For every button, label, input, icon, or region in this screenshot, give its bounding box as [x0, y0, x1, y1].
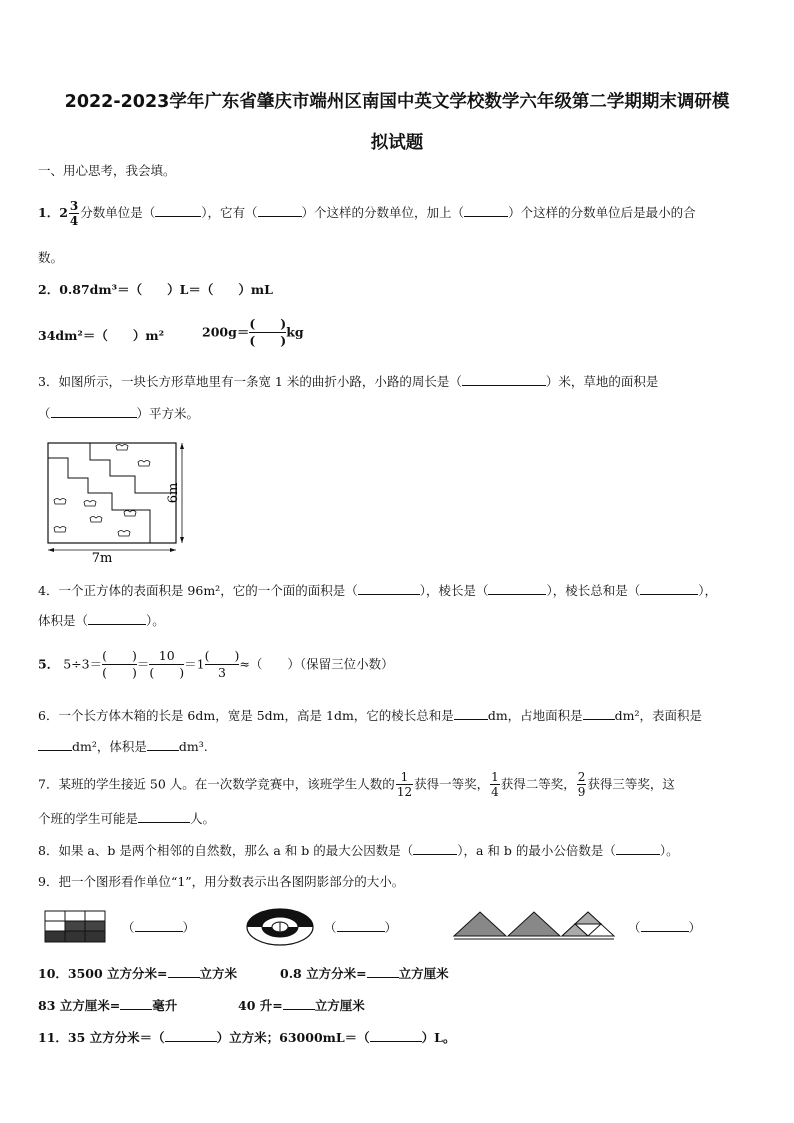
- q7-f1-num: 1: [400, 770, 409, 784]
- q5-frac2-bottom[interactable]: ( ): [149, 665, 185, 680]
- question-11: [38, 1029, 455, 1047]
- q6-blank-2[interactable]: [583, 707, 615, 720]
- q1-text-c: ）个这样的分数单位，加上（: [301, 205, 465, 220]
- q1-text-d: ）个这样的分数单位后是最小的合: [508, 205, 696, 220]
- question-10-line2b: [238, 997, 365, 1015]
- q2-frac-top[interactable]: ( ): [249, 316, 287, 331]
- q10-text-d: 立方厘米: [398, 966, 449, 981]
- q7-f2-den: 4: [491, 785, 499, 799]
- height-label: 6m: [166, 482, 181, 504]
- q2-fraction: [249, 316, 286, 349]
- q2-unit: kg: [286, 324, 304, 340]
- q1-text-a: 分数单位是（: [80, 205, 156, 220]
- q3-text-b: ）米，草地的面积是: [545, 374, 659, 389]
- q11-text-a: 11．35 立方分米＝（: [38, 1030, 165, 1045]
- q6-blank-4[interactable]: [147, 738, 179, 751]
- q5-frac2-top: 10: [158, 648, 175, 663]
- q3-text-a: 3．如图所示，一块长方形草地里有一条宽 1 米的曲折小路，小路的周长是（: [38, 374, 462, 389]
- q4-blank-3[interactable]: [640, 582, 698, 595]
- q10-blank-3[interactable]: [120, 997, 152, 1010]
- q7-frac-2: [490, 770, 500, 799]
- q1-line2: 数。: [38, 250, 64, 265]
- triangles-figure: [452, 908, 618, 942]
- q8-text-b: ），a 和 b 的最小公倍数是（: [457, 843, 616, 858]
- q7-text-b: 获得一等奖，: [414, 776, 490, 792]
- q11-text-b: ）立方米；63000mL＝（: [216, 1030, 370, 1045]
- question-6-line2: [38, 738, 208, 756]
- q6-text-e: dm³.: [178, 739, 208, 754]
- q9-a2-open: （: [324, 920, 337, 935]
- q9-answer-3: [628, 919, 701, 937]
- q7-text-e: 个班的学生可能是: [38, 811, 139, 826]
- q3-blank-2[interactable]: [51, 405, 137, 418]
- q7-f3-num: 2: [577, 770, 586, 784]
- q6-blank-3[interactable]: [38, 738, 72, 751]
- q5-frac-1: [102, 648, 137, 681]
- q4-text-a: 4．一个正方体的表面积是 96m²，它的一个面的面积是（: [38, 583, 358, 598]
- q7-text-a: 7．某班的学生接近 50 人。在一次数学竞赛中，该班学生人数的: [38, 776, 395, 792]
- lawn-path-figure: [40, 438, 190, 568]
- q10-text-b: 立方米: [199, 966, 238, 981]
- q7-frac-1: [396, 770, 413, 799]
- q5-prefix: 5．: [38, 656, 60, 672]
- q9-a1-open: （: [122, 920, 135, 935]
- q1-prefix: 1．2: [38, 205, 68, 220]
- question-6-line1: [38, 707, 702, 725]
- q4-text-c: ），棱长总和是（: [546, 583, 641, 598]
- question-2-line2b: [202, 316, 304, 349]
- q9-a3-close: ）: [688, 920, 702, 935]
- q8-text-c: ）。: [659, 843, 679, 858]
- q11-blank-2[interactable]: [370, 1029, 422, 1042]
- question-3-line1: [38, 373, 658, 391]
- q10-text-g: 40 升=: [238, 998, 283, 1013]
- q7-blank-1[interactable]: [138, 810, 190, 823]
- section-heading: 一、用心思考，我会填。: [38, 163, 176, 178]
- q8-text-a: 8．如果 a、b 是两个相邻的自然数，那么 a 和 b 的最大公因数是（: [38, 843, 414, 858]
- q10-text-h: 立方厘米: [314, 998, 365, 1013]
- question-7-line1: [38, 770, 675, 799]
- q3-blank-1[interactable]: [462, 373, 546, 386]
- q5-frac-3: [205, 648, 240, 681]
- q8-blank-2[interactable]: [616, 842, 660, 855]
- q7-text-d: 获得三等奖，这: [587, 776, 675, 792]
- q9-a1-close: ）: [182, 920, 196, 935]
- question-10-line1b: [280, 965, 449, 983]
- q5-frac1-bottom[interactable]: ( ): [102, 665, 137, 680]
- q5-frac3-bottom: 3: [217, 665, 226, 680]
- q4-text-f: ）。: [146, 613, 165, 628]
- exam-title-line1: 2022-2023学年广东省肇庆市端州区南国中英文学校数学六年级第二学期期末调研模: [64, 92, 730, 112]
- q5-frac-2: [149, 648, 184, 681]
- question-4-line1: [38, 582, 717, 600]
- q11-blank-1[interactable]: [165, 1029, 217, 1042]
- q7-text-f: 人。: [190, 811, 216, 826]
- q1-frac-num: 3: [69, 199, 79, 213]
- q4-blank-1[interactable]: [358, 582, 420, 595]
- q5-approx: ≈（ ）（保留三位小数）: [239, 656, 394, 672]
- target-circle-figure: [244, 906, 316, 948]
- question-4-line2: [38, 612, 165, 630]
- question-8: [38, 842, 679, 860]
- q1-frac-den: 4: [69, 214, 79, 228]
- q1-blank-2[interactable]: [258, 204, 302, 217]
- q9-answer-2: [324, 919, 397, 937]
- q9-blank-1[interactable]: [135, 919, 183, 932]
- width-label: 7m: [91, 551, 113, 566]
- q10-blank-1[interactable]: [168, 965, 200, 978]
- grid-shading-figure: [44, 910, 108, 944]
- q3-text-c: （: [38, 406, 51, 421]
- q9-blank-3[interactable]: [641, 919, 689, 932]
- q7-f3-den: 9: [577, 785, 586, 799]
- q5-frac3-top[interactable]: ( ): [204, 648, 240, 663]
- q9-a2-close: ）: [384, 920, 398, 935]
- q6-text-a: 6．一个长方体木箱的长是 6dm，宽是 5dm，高是 1dm，它的棱长总和是: [38, 708, 454, 723]
- question-9: 9．把一个图形看作单位“1”，用分数表示出各图阴影部分的大小。: [38, 874, 405, 889]
- q6-text-b: dm，占地面积是: [487, 708, 583, 723]
- q4-text-d: ），: [698, 583, 717, 598]
- q8-blank-1[interactable]: [413, 842, 457, 855]
- q4-text-b: ），棱长是（: [419, 583, 489, 598]
- question-2-line1: 2．0.87dm³＝（ ）L＝（ ）mL: [38, 282, 273, 297]
- q9-blank-2[interactable]: [337, 919, 385, 932]
- q7-f2-num: 1: [491, 770, 499, 784]
- q7-frac-3: [577, 770, 587, 799]
- q3-text-d: ）平方米。: [136, 406, 200, 421]
- q1-blank-3[interactable]: [464, 204, 508, 217]
- q10-text-a: 10．3500 立方分米=: [38, 966, 168, 981]
- question-5: [38, 648, 394, 681]
- q1-text-b: ），它有（: [201, 205, 258, 220]
- q5-eq1: ＝: [136, 656, 150, 672]
- q7-f1-den: 12: [396, 785, 413, 799]
- q4-text-e: 体积是（: [38, 613, 89, 628]
- question-1: [38, 199, 696, 228]
- q1-fraction: [69, 199, 79, 228]
- q10-blank-2[interactable]: [367, 965, 399, 978]
- question-10-line1a: [38, 965, 237, 983]
- question-7-line2: [38, 810, 215, 828]
- question-3-line2: [38, 405, 199, 423]
- q6-text-c: dm²，表面积是: [614, 708, 703, 723]
- q9-a3-open: （: [628, 920, 641, 935]
- exam-title-line2: 拟试题: [370, 133, 424, 153]
- q5-eq2: ＝1: [184, 656, 205, 672]
- q1-blank-1[interactable]: [155, 204, 201, 217]
- q6-blank-1[interactable]: [454, 707, 488, 720]
- question-10-line2a: [38, 997, 177, 1015]
- q7-text-c: 获得二等奖，: [500, 776, 576, 792]
- q10-text-e: 83 立方厘米=: [38, 998, 121, 1013]
- q2-200g: 200g＝: [202, 324, 250, 340]
- q4-blank-4[interactable]: [88, 612, 146, 625]
- q5-expr: 5÷3＝: [63, 656, 103, 672]
- q10-text-f: 毫升: [152, 998, 178, 1013]
- q10-blank-4[interactable]: [283, 997, 315, 1010]
- question-2-line2a: 34dm²＝（ ）m²: [38, 328, 165, 343]
- q2-frac-bottom[interactable]: ( ): [249, 333, 287, 348]
- q11-text-c: ）L。: [421, 1030, 456, 1045]
- q10-text-c: 0.8 立方分米=: [280, 966, 367, 981]
- q9-answer-1: [122, 919, 195, 937]
- q5-frac1-top[interactable]: ( ): [102, 648, 137, 663]
- q6-text-d: dm²，体积是: [72, 739, 147, 754]
- q4-blank-2[interactable]: [488, 582, 546, 595]
